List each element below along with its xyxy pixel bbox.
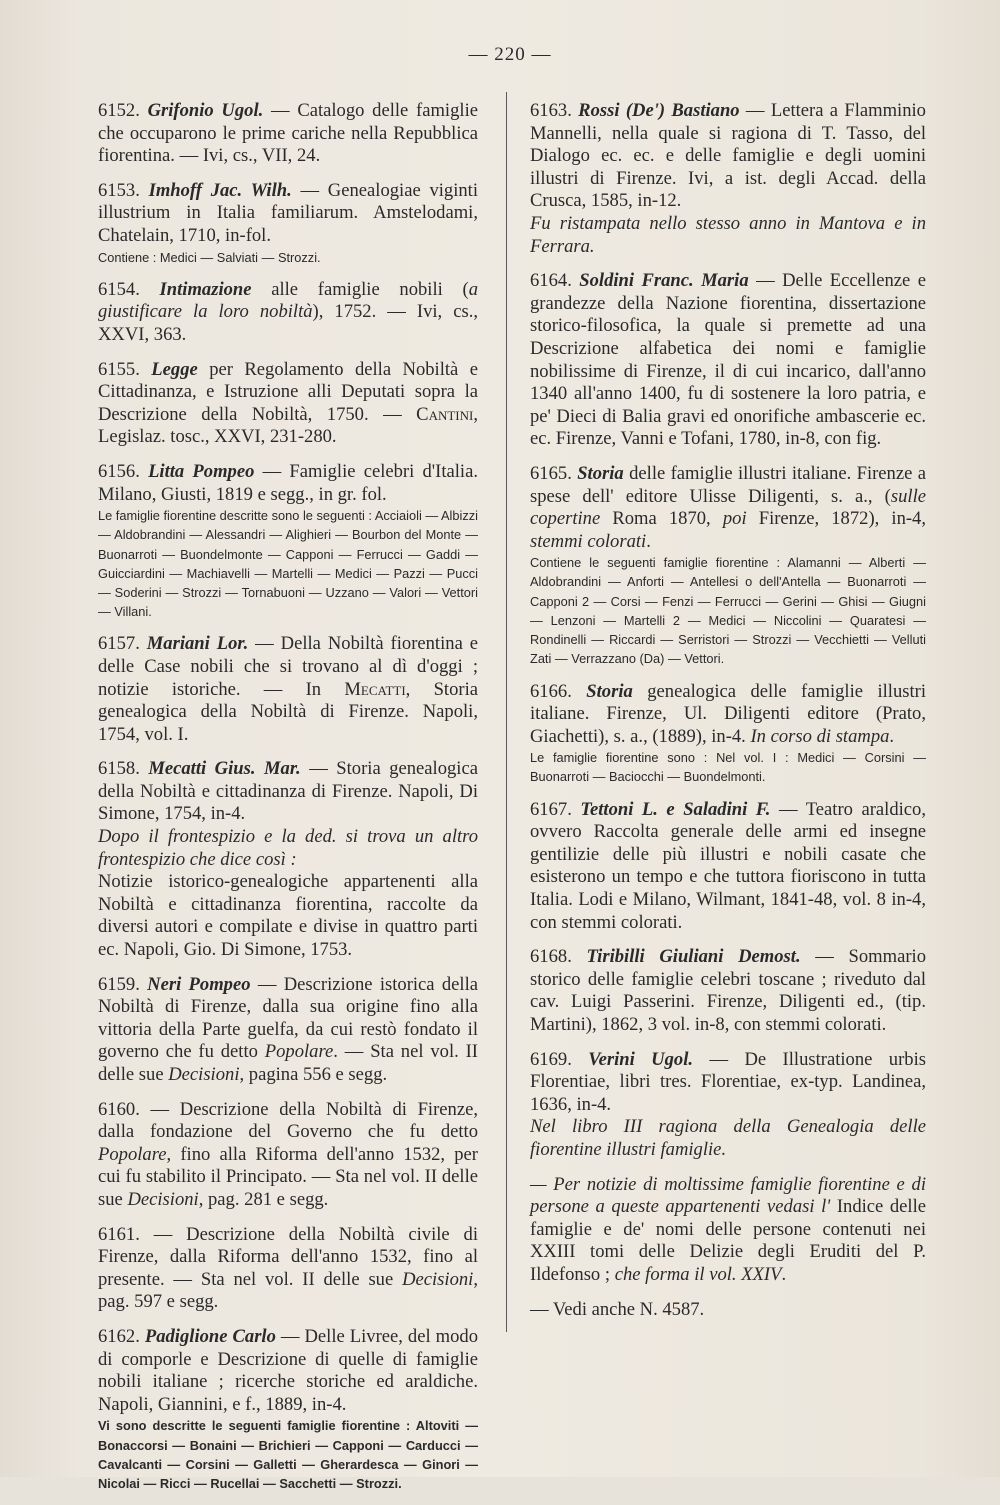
entry-text: ), 1752. — Ivi, cs., XXVI, 363. bbox=[98, 301, 478, 345]
entry-author: Soldini Franc. Maria bbox=[579, 270, 749, 292]
entry-number: 6161. bbox=[98, 1223, 140, 1245]
entry-6156 bbox=[98, 461, 478, 621]
entry-text: — Delle Eccellenze e grandezze della Nazione fiorentina, dissertazione storico-filosofica, la quale si premette ad una Descrizione alfabetica dei nomi e famiglie nobilissime di Firenze, il di cui incarico, dall'anno 1340 all'anno 1400, fu di sostenere la loro patria, e pe' Dieci di Balia gravi ed onorifiche ambascerie ec. ec. Firenze, Vanni e Tofani, 1780, in-8, con fig. bbox=[530, 270, 926, 450]
entry-number: 6160. bbox=[98, 1098, 140, 1120]
entry-italic: Popolare bbox=[264, 1041, 334, 1063]
entry-note: Contiene le seguenti famiglie fiorentine : Alamanni — Alberti — Aldobrandini — Anforti — Antellesi o dell'Antella — Buonarroti — Capponi 2 — Corsi — Fenzi — Ferrucci — Gerini — Ghisi — Giugni — Lenzoni — Martelli 2 — Medici — Niccolini — Quaratesi — Rondinelli — Riccardi — Serristori — Strozzi — Vecchietti — Velluti Zati — Verrazzano (Da) — Vettori. bbox=[530, 555, 926, 667]
entry-title: Intimazione bbox=[159, 278, 252, 300]
entry-text: , Storia genealogica della Nobiltà di Firenze. Napoli, 1754, vol. I. bbox=[98, 678, 478, 745]
final-note-italic: che forma il vol. XXIV bbox=[614, 1263, 782, 1285]
entry-text: alle famiglie nobili ( bbox=[251, 278, 469, 300]
entry-number: 6163. bbox=[530, 100, 572, 121]
entry-note: Contiene : Medici — Salviati — Strozzi. bbox=[98, 249, 321, 265]
entry-title: Storia bbox=[586, 680, 633, 702]
entry-author: Mecatti Gius. Mar. bbox=[148, 758, 301, 780]
entry-author: Mariani Lor. bbox=[146, 633, 249, 655]
entry-text: — Storia genealogica della Nobiltà e cittadinanza di Firenze. Napoli, Di Simone, 1754, in-4. bbox=[98, 758, 478, 825]
entry-author: Tiribilli Giuliani Demost. bbox=[586, 946, 801, 968]
entry-number: 6164. bbox=[530, 270, 572, 292]
entry-author: Tettoni L. e Saladini F. bbox=[580, 798, 771, 820]
entry-number: 6155. bbox=[98, 358, 140, 380]
entry-italic: Decisioni bbox=[127, 1188, 199, 1210]
entry-6155 bbox=[98, 359, 478, 449]
entry-text: , pag. 597 e segg. bbox=[98, 1268, 478, 1313]
entry-text: . — Sta nel vol. II delle sue bbox=[98, 1041, 478, 1086]
entry-number: 6162. bbox=[98, 1325, 140, 1347]
column-divider bbox=[506, 92, 507, 1332]
entry-6168 bbox=[530, 946, 926, 1036]
entry-text: per Regolamento della Nobiltà e Cittadinanza, e Istruzione alli Deputati sopra la Descrizione della Nobiltà, 1750. — bbox=[98, 358, 478, 425]
entry-author: Verini Ugol. bbox=[588, 1048, 694, 1070]
entry-number: 6153. bbox=[98, 179, 140, 201]
entry-extra: Notizie istorico-genealogiche appartenenti alla Nobiltà e cittadinanza fiorentina, raccolte da diversi autori e compilate e divise in quattro parti ec. Napoli, Gio. Di Simone, 1753. bbox=[98, 871, 478, 961]
final-note bbox=[530, 1174, 926, 1287]
entry-italic: Decisioni bbox=[402, 1268, 474, 1290]
entry-6162 bbox=[98, 1326, 478, 1493]
entry-number: 6156. bbox=[98, 460, 140, 482]
entry-italic: Popolare bbox=[98, 1143, 167, 1165]
entry-note: Le famiglie fiorentine sono : Nel vol. I : Medici — Corsini — Buonarroti — Baciocchi — Buondelmonti. bbox=[530, 750, 926, 785]
final-note-italic: — Per notizie di moltissime famiglie fiorentine e di persone a queste appartenenti vedasi l' bbox=[530, 1173, 926, 1218]
page-number: — 220 — bbox=[468, 44, 552, 65]
entry-note: Vi sono descritte le seguenti famiglie fiorentine : Altoviti — Bonaccorsi — Bonaini — Brichieri — Capponi — Carducci — Cavalcanti — Corsini — Galletti — Gherardesca — Ginori — Nicolai — Ricci — Rucellai — Sacchetti — Strozzi. bbox=[98, 1418, 478, 1491]
entry-italic: Decisioni bbox=[168, 1064, 240, 1086]
final-note-text: . bbox=[781, 1263, 787, 1285]
entry-number: 6159. bbox=[98, 973, 140, 995]
entry-6157 bbox=[98, 633, 478, 746]
entry-6164 bbox=[530, 270, 926, 451]
left-column bbox=[98, 100, 478, 1505]
entry-author: Rossi (De') Bastiano bbox=[578, 100, 740, 121]
entry-author: Litta Pompeo bbox=[148, 460, 255, 482]
entry-6163 bbox=[530, 100, 926, 258]
entry-title: Storia bbox=[577, 462, 624, 484]
entry-text: , fino alla Riforma dell'anno 1532, per cui fu stabilito il Principato. — Sta nel vol. II delle sue bbox=[98, 1143, 478, 1210]
entry-number: 6157. bbox=[98, 633, 140, 655]
entry-number: 6158. bbox=[98, 758, 140, 780]
entry-text: genealogica delle famiglie illustri italiane. Firenze, Ul. Diligenti editore (Prato, Giachetti), s. a., (1889), in-4. bbox=[530, 680, 926, 747]
entry-text: — Catalogo delle famiglie che occuparono le prime cariche nella Repubblica fiorentina. — Ivi, cs., VII, 24. bbox=[98, 100, 478, 167]
entry-text: — Famiglie celebri d'Italia. Milano, Giusti, 1819 e segg., in gr. fol. bbox=[98, 460, 478, 505]
entry-italic: a giustificare la loro nobiltà bbox=[98, 278, 478, 323]
entry-author: Neri Pompeo bbox=[147, 973, 251, 995]
entry-number: 6169. bbox=[530, 1048, 572, 1070]
entry-text: delle famiglie illustri italiane. Firenze a spese dell' editore Ulisse Diligenti, s. a., ( bbox=[530, 462, 926, 507]
entry-number: 6152. bbox=[98, 100, 140, 121]
entry-6165 bbox=[530, 463, 926, 669]
entry-text: — Della Nobiltà fiorentina e delle Case nobili che si trovano al dì d'oggi ; notizie istoriche. — In bbox=[98, 633, 478, 700]
entry-text: — Sommario storico delle famiglie celebri toscane ; riveduto dal cav. Luigi Passerini. Firenze, Diligenti ed., (tip. Martini), 1862, 3 vol. in-8, con stemmi colorati. bbox=[530, 946, 926, 1036]
entry-title: Legge bbox=[151, 358, 198, 380]
entry-text: — Lettera a Flamminio Mannelli, nella quale si ragiona di T. Tasso, del Dialogo ec. ec. e delle famiglie e degli uomini illustri di Firenze. Ivi, a ist. degli Accad. della Crusca, 1585, in-12. bbox=[530, 100, 926, 212]
entry-6161 bbox=[98, 1224, 478, 1314]
entry-6158 bbox=[98, 758, 478, 961]
entry-number: 6165. bbox=[530, 462, 572, 484]
entry-smallcaps: Mecatti bbox=[344, 678, 406, 700]
entry-author: Padiglione Carlo bbox=[144, 1325, 276, 1347]
entry-6152 bbox=[98, 100, 478, 168]
entry-italic: In corso di stampa bbox=[750, 725, 890, 747]
entry-text: — Teatro araldico, ovvero Raccolta generale delle armi ed insegne gentilizie delle più illustri e nobili casate che esisterono un tempo e che tuttora fioriscono in tutta Italia. Lodi e Milano, Wilmant, 1841-48, vol. 8 in-4, con stemmi colorati. bbox=[530, 798, 926, 933]
entry-text: — Genealogiae viginti illustrium in Italia familiarum. Amstelodami, Chatelain, 1710, in-fol. bbox=[98, 179, 478, 246]
entry-italic-line: Nel libro III ragiona della Genealogia delle fiorentine illustri famiglie. bbox=[530, 1116, 926, 1160]
entry-italic-line: Fu ristampata nello stesso anno in Mantova e in Ferrara. bbox=[530, 212, 926, 257]
entry-text: . bbox=[889, 725, 895, 747]
entry-text: . bbox=[646, 530, 651, 552]
entry-6166 bbox=[530, 681, 926, 787]
right-column bbox=[530, 100, 926, 1333]
entry-6169 bbox=[530, 1049, 926, 1162]
entry-number: 6166. bbox=[530, 680, 572, 702]
entry-text: — Delle Livree, del modo di comporle e Descrizione di quelle di famiglie nobili italiane ; ricerche storiche ed araldiche. Napoli, Giannini, e f., 1889, in-4. bbox=[98, 1325, 479, 1415]
entry-text: Roma 1870, bbox=[600, 508, 723, 530]
entry-6159 bbox=[98, 974, 478, 1087]
entry-author: Imhoff Jac. Wilh. bbox=[148, 179, 292, 201]
entry-6167 bbox=[530, 799, 926, 935]
entry-6153 bbox=[98, 180, 478, 267]
entry-text: Firenze, 1872), in-4, bbox=[746, 508, 926, 530]
entry-text: , Legislaz. tosc., XXVI, 231-280. bbox=[98, 403, 478, 448]
entry-italic: poi bbox=[722, 508, 747, 530]
entry-smallcaps: Cantini bbox=[416, 403, 474, 425]
final-note-text: Indice delle famiglie e de' nomi delle persone contenuti nei XXIII tomi delle Delizie degli Eruditi del P. Ildefonso ; bbox=[530, 1196, 927, 1285]
entry-italic: sulle copertine bbox=[530, 485, 926, 530]
entry-author: Grifonio Ugol. bbox=[147, 100, 264, 121]
entry-text: — De Illustratione urbis Florentiae, libri tres. Florentiae, ex-typ. Landinea, 1636, in-4. bbox=[530, 1048, 926, 1115]
entry-text: , pag. 281 e segg. bbox=[198, 1188, 329, 1210]
entry-6160 bbox=[98, 1099, 478, 1212]
see-also-text: — Vedi anche N. 4587. bbox=[530, 1298, 705, 1320]
entry-text: , pagina 556 e segg. bbox=[239, 1064, 388, 1086]
entry-number: 6168. bbox=[530, 946, 572, 968]
entry-text: — Descrizione della Nobiltà civile di Firenze, dalla Riforma dell'anno 1532, fino al presente. — Sta nel vol. II delle sue bbox=[98, 1223, 478, 1290]
entry-number: 6167. bbox=[530, 798, 572, 820]
entry-italic-line: Dopo il frontespizio e la ded. si trova un altro frontespizio che dice così : bbox=[98, 826, 478, 870]
entry-text: — Descrizione istorica della Nobiltà di Firenze, dalla sua origine fino alla vittoria della Parte guelfa, da cui restò fondato il governo che fu detto bbox=[98, 973, 478, 1063]
entry-text: — Descrizione della Nobiltà di Firenze, dalla fondazione del Governo che fu detto bbox=[98, 1098, 478, 1143]
entry-italic: stemmi colorati bbox=[530, 530, 647, 552]
entry-6154 bbox=[98, 279, 478, 347]
see-also bbox=[530, 1299, 926, 1322]
entry-note: Le famiglie fiorentine descritte sono le seguenti : Acciaioli — Albizzi — Aldobrandini — Alessandri — Alighieri — Bourbon del Monte — Buonarroti — Buondelmonte — Capponi — Ferrucci — Gaddi — Guicciardini — Machiavelli — Martelli — Medici — Pazzi — Pucci — Soderini — Strozzi — Tornabuoni — Uzzano — Valori — Vettori — Villani. bbox=[98, 508, 478, 620]
entry-number: 6154. bbox=[98, 278, 140, 300]
